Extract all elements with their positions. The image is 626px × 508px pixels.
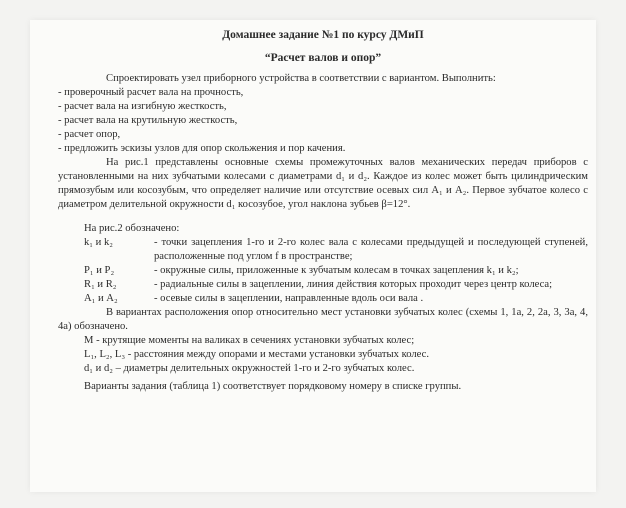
- task-item: - проверочный расчет вала на прочность,: [58, 87, 244, 98]
- task-item: - расчет опор,: [58, 129, 121, 140]
- moments-line: М - крутящие моменты на валиках в сечениях установки зубчатых колес;: [84, 335, 415, 346]
- definition-term: k₁ и k₂: [84, 237, 113, 248]
- definition-term: A₁ и A₂: [84, 293, 118, 304]
- definitions-list: [84, 236, 588, 306]
- figure1-paragraph: На рис.1 представлены основные схемы промежуточных валов механических передач приборов с установленными на них зубчатыми колесами с диаметрами d₁ и d₂. Каждое из колес может быть цилиндрическим прямозубым или косозубым, что определяет наличие или отсутствие осевых сил A₁ и A₂. Первое зубчатое колесо с диаметром делительной окружности d₁ косозубое, угол наклона зубьев β=12°.: [58, 157, 588, 210]
- definition-row: [84, 236, 588, 264]
- variants-paragraph: В вариантах расположения опор относительно мест установки зубчатых колес (схемы 1, 1а, 2, 2а, 3, 3а, 4, 4а) обозначено.: [58, 307, 588, 332]
- figure2-heading: На рис.2 обозначено:: [84, 223, 180, 234]
- definition-term: R₁ и R₂: [84, 279, 117, 290]
- definition-row: [84, 264, 588, 278]
- document-subtitle: “Расчет валов и опор”: [264, 52, 382, 64]
- task-item: - расчет вала на крутильную жесткость,: [58, 115, 238, 126]
- definition-row: [84, 278, 588, 292]
- definition-row: [84, 292, 588, 306]
- definition-description: - окружные силы, приложенные к зубчатым колесам в точках зацепления k₁ и k₂;: [154, 265, 519, 276]
- final-line: Варианты задания (таблица 1) соответствует порядковому номеру в списке группы.: [84, 381, 462, 392]
- task-item: - расчет вала на изгибную жесткость,: [58, 101, 227, 112]
- intro-paragraph: Спроектировать узел приборного устройства в соответствии с вариантом. Выполнить:: [106, 73, 496, 84]
- definition-description: - точки зацепления 1-го и 2-го колес вала с колесами предыдущей и последующей ступеней, расположенные под углом f в пространстве;: [154, 237, 588, 262]
- document-title: Домашнее задание №1 по курсу ДМиП: [222, 29, 424, 41]
- definition-description: - осевые силы в зацеплении, направленные вдоль оси вала .: [154, 293, 424, 304]
- task-item: - предложить эскизы узлов для опор скольжения и пор качения.: [58, 143, 346, 154]
- document-content: [58, 28, 588, 394]
- lengths-line: L₁, L₂, L₃ - расстояния между опорами и местами установки зубчатых колес.: [84, 349, 429, 360]
- definition-description: - радиальные силы в зацеплении, линия действия которых проходит через центр колеса;: [154, 279, 553, 290]
- diameters-line: d₁ и d₂ – диаметры делительных окружностей 1-го и 2-го зубчатых колес.: [84, 363, 415, 374]
- task-list: [58, 86, 588, 156]
- definition-term: P₁ и P₂: [84, 265, 115, 276]
